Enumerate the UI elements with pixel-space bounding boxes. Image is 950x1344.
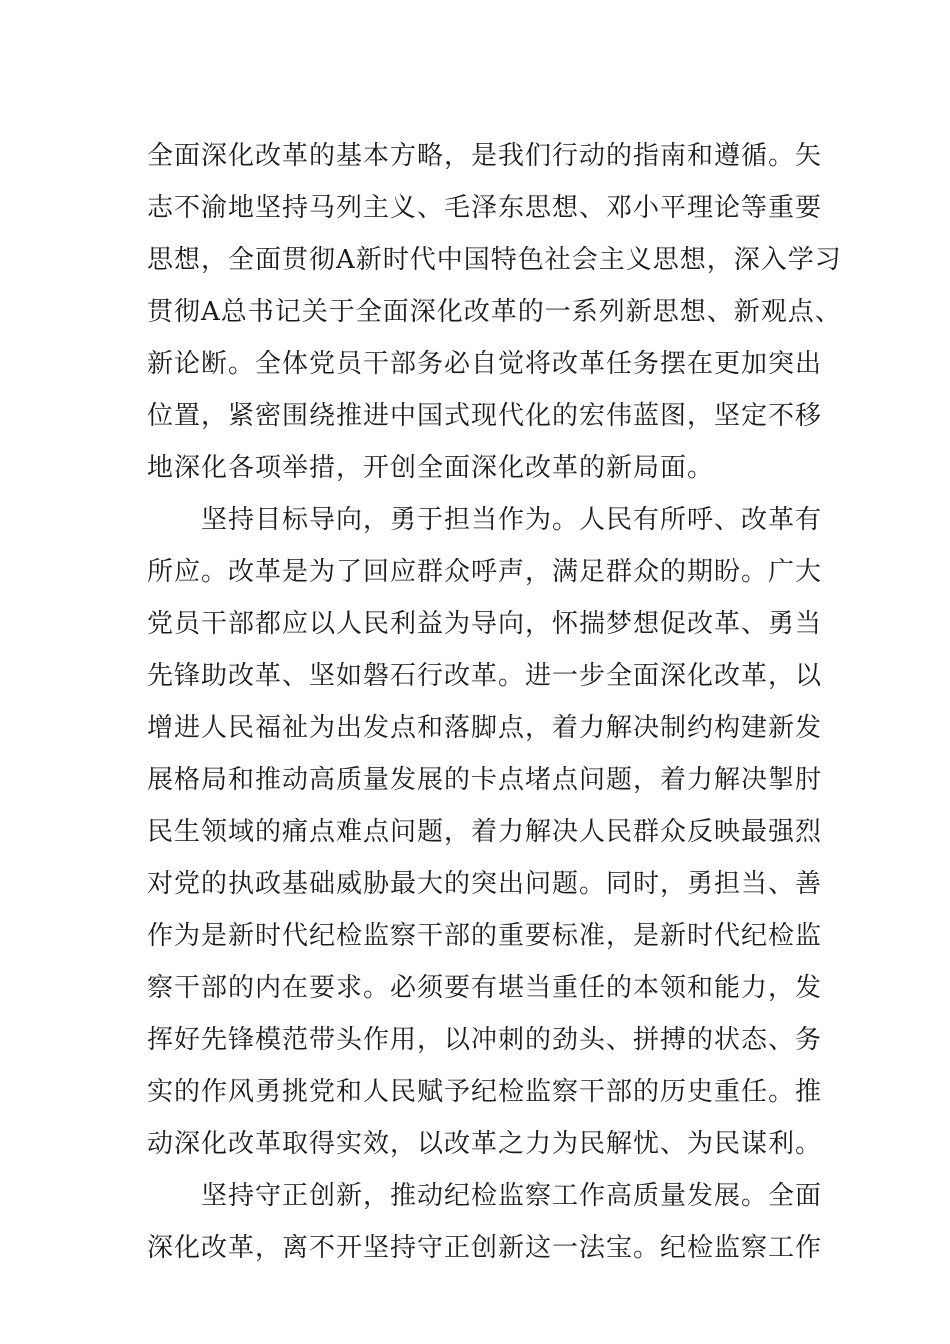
- text-line: 志不渝地坚持马列主义、毛泽东思想、邓小平理论等重要: [147, 193, 823, 223]
- text-line: 察干部的内在要求。必须要有堪当重任的本领和能力，发: [147, 973, 823, 1003]
- text-line: 全面深化改革的基本方略，是我们行动的指南和遵循。矢: [147, 141, 823, 171]
- text-line: 先锋助改革、坚如磐石行改革。进一步全面深化改革，以: [147, 661, 823, 691]
- text-line: 增进人民福祉为出发点和落脚点，着力解决制约构建新发: [147, 713, 823, 743]
- document-body: [147, 130, 842, 1274]
- paragraph-end-line: 动深化改革取得实效，以改革之力为民解忧、为民谋利。: [147, 1129, 823, 1159]
- text-line: 深化改革，离不开坚持守正创新这一法宝。纪检监察工作: [147, 1233, 823, 1263]
- text-line: 挥好先锋模范带头作用，以冲刺的劲头、拼搏的状态、务: [147, 1025, 823, 1055]
- text-line: 所应。改革是为了回应群众呼声，满足群众的期盼。广大: [147, 557, 823, 587]
- paragraph-start-line: 坚持目标导向，勇于担当作为。人民有所呼、改革有: [147, 505, 823, 535]
- text-line: 实的作风勇挑党和人民赋予纪检监察干部的历史重任。推: [147, 1077, 823, 1107]
- text-line: 思想，全面贯彻A新时代中国特色社会主义思想，深入学习: [147, 245, 842, 275]
- paragraph-start-line: 坚持守正创新，推动纪检监察工作高质量发展。全面: [147, 1181, 823, 1211]
- text-line: 新论断。全体党员干部务必自觉将改革任务摆在更加突出: [147, 349, 823, 379]
- text-line: 党员干部都应以人民利益为导向，怀揣梦想促改革、勇当: [147, 609, 823, 639]
- text-line: 贯彻A总书记关于全面深化改革的一系列新思想、新观点、: [147, 297, 842, 327]
- text-line: 作为是新时代纪检监察干部的重要标准，是新时代纪检监: [147, 921, 823, 951]
- paragraph-end-line: 地深化各项举措，开创全面深化改革的新局面。: [147, 453, 715, 483]
- text-line: 民生领域的痛点难点问题，着力解决人民群众反映最强烈: [147, 817, 823, 847]
- text-line: 对党的执政基础威胁最大的突出问题。同时，勇担当、善: [147, 869, 823, 899]
- text-line: 展格局和推动高质量发展的卡点堵点问题，着力解决掣肘: [147, 765, 823, 795]
- text-line: 位置，紧密围绕推进中国式现代化的宏伟蓝图，坚定不移: [147, 401, 823, 431]
